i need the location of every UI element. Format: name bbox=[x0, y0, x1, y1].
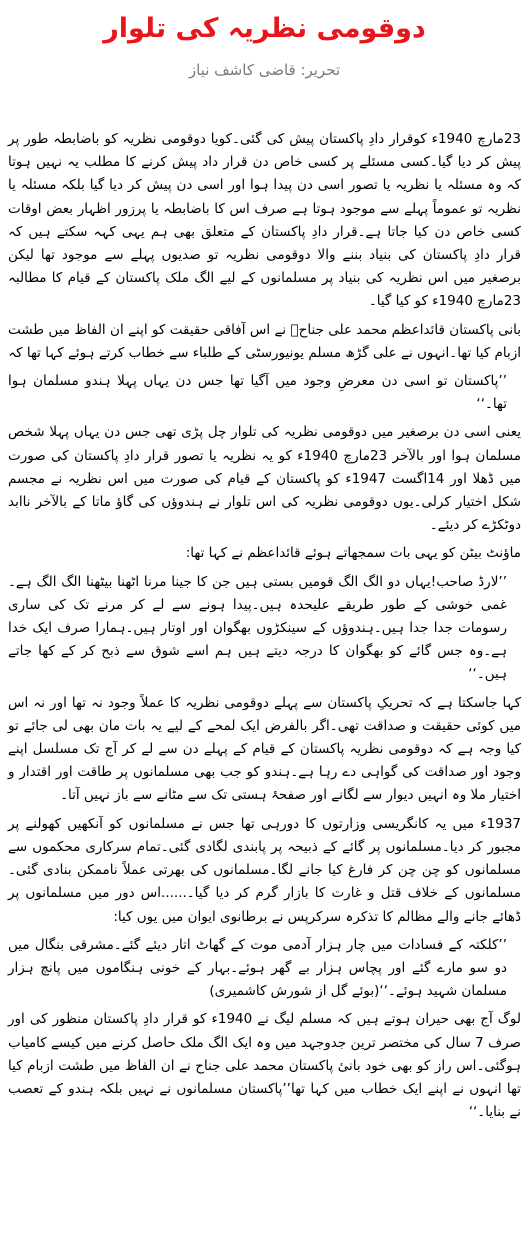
paragraph: کہا جاسکتا ہے کہ تحریکِ پاکستان سے پہلے دوقومی نظریہ کا عملاً وجود نہ تھا اور نہ اس میں کوئی حقیقت و صداقت تھی۔اگر بالفرض ایک لمحے کے لیے یہ بات مان بھی لی جائے تو کیا وجہ ہے کہ دوقومی نظریہ پاکستان کے قیام کے پہلے دن سے لے کر آج تک مسلسل اپنے وجود اور صداقت کی گواہی دے رہا ہے۔ہندو کو جب بھی مسلمانوں پر طاقت اور اقتدار و اختیار ملا وہ انہیں دیوار سے لگانے اور صفحۂ ہستی تک سے مٹانے سے باز نہیں آتا۔ bbox=[8, 694, 521, 804]
article-title: دوقومی نظریہ کی تلوار bbox=[103, 13, 426, 44]
article-body bbox=[8, 128, 521, 1129]
paragraph: یعنی اسی دن برصغیر میں دوقومی نظریہ کی تلوار چل پڑی تھی جس دن یہاں پہلا شخص مسلمان ہوا اور بالآخر 23مارچ 1940ء کو یہ نظریہ یا تصور قرار دادِ پاکستان کی صورت میں ڈھلا اور 14اگست 1947ء کو پاکستان کے قیام کی صورت میں اس نظریہ نے مجسم شکل اختیار کرلی۔یوں دوقومی نظریہ کی اس تلوار نے ہندوؤں کی گاؤ ماتا کے بالآخر ناابد دوٹکڑے کر دیئے۔ bbox=[8, 424, 521, 534]
paragraph: بانی پاکستان قائداعظم محمد علی جناحؒ نے اس آفاقی حقیقت کو اپنے ان الفاظ میں طشت ازبام کیا تھا۔انہوں نے علی گڑھ مسلم یونیورسٹی کے طلباء سے خطاب کرتے ہوئے کہا تھا کہ bbox=[8, 321, 521, 361]
quote-paragraph: ’’کلکتہ کے فسادات میں چار ہزار آدمی موت کے گھاٹ اتار دیئے گئے۔مشرقی بنگال میں دو سو مارے گئے اور پچاس ہزار بے گھر ہوئے۔بہار کے خونی ہنگاموں میں پانچ ہزار مسلمان شہید ہوئے۔‘‘(بوئے گل از شورش کاشمیری) bbox=[8, 936, 507, 1000]
article-author: تحریر: قاضی کاشف نیاز bbox=[188, 61, 341, 79]
quote-paragraph: ’’لارڈ صاحب!یہاں دو الگ الگ قومیں بستی ہیں جن کا جینا مرنا اٹھنا بیٹھنا الگ الگ ہے۔غمی خوشی کے طور طریقے علیحدہ ہیں۔پیدا ہونے سے لے کر مرنے تک کی ساری رسومات جدا جدا ہیں۔ہندوؤں کے سینکڑوں بھگوان اور اوتار ہیں۔ہمارا صرف ایک خدا ہے۔وہ جس گائے کو بھگوان کا درجہ دیتے ہیں ہم اسے شوق سے ذبح کر کے کھا جاتے ہیں۔‘‘ bbox=[8, 573, 507, 683]
paragraph: 23مارچ 1940ء کوقرار دادِ پاکستان پیش کی گئی۔کویا دوقومی نظریہ کو باضابطہ طور پر پیش کر دیا گیا۔کسی مسئلے پر کسی خاص دن قرار داد پیش کرنے کا مطلب یہ نہیں ہوتا کہ وہ مسئلہ یا نظریہ یا تصور اسی دن پیدا ہوا اور اسی دن پیش کر دیا گیا بلکہ مسئلہ یا نظریہ تو عموماً پہلے سے موجود ہوتا ہے صرف اس کا باضابطہ یا پرزور اظہار بعض اوقات کسی خاص دن کیا جاتا ہے۔قرار دادِ پاکستان کے متعلق بھی ہم یہی کہہ سکتے ہیں کہ قرار دادِ پاکستان کی بنیاد بننے والا دوقومی نظریہ تو صدیوں پہلے سے موجود تھا لیکن برصغیر میں اس نظریہ کی بنیاد پر مسلمانوں کے لیے الگ ملک پاکستان کے قیام کا مطالبہ 23مارچ 1940ء کو کیا گیا۔ bbox=[8, 131, 521, 310]
quote-paragraph: ’’پاکستان تو اسی دن معرضِ وجود میں آگیا تھا جس دن یہاں پہلا ہندو مسلمان ہوا تھا۔‘‘ bbox=[8, 373, 507, 413]
paragraph: 1937ء میں یہ کانگریسی وزارتوں کا دورہی تھا جس نے مسلمانوں کو آنکھیں کھولنے پر مجبور کر دیا۔مسلمانوں پر گائے کے ذبیحہ پر پابندی لگادی گئی۔تمام سرکاری محکموں سے مسلمانوں کو چن چن کر فارغ کیا جانے لگا۔مسلمانوں کی بھرتی عملاً ناممکن بنادی گئی۔مسلمانوں کے خلاف قتل و غارت کا بازار گرم کر دیا گیا۔......اس دور میں مسلمانوں پر ڈھائے جانے والے مظالم کا تذکرہ سرکرپس نے برطانوی ایوان میں یوں کیا: bbox=[8, 815, 521, 925]
paragraph: لوگ آج بھی حیران ہوتے ہیں کہ مسلم لیگ نے 1940ء کو قرار دادِ پاکستان منظور کی اور صرف 7 سال کی مختصر ترین جدوجہد میں وہ ایک الگ ملک حاصل کرنے میں کیسے کامیاب ہوگئی۔اس راز کو بھی خود بانیٔ پاکستان محمد علی جناح نے ان الفاظ میں طشت ازبام کیا تھا انہوں نے اپنے ایک خطاب میں کہا تھا’’پاکستان مسلمانوں نے نہیں بلکہ ہندو کے تعصب نے بنایا۔‘‘ bbox=[8, 1011, 521, 1121]
paragraph: ماؤنٹ بیٹن کو یہی بات سمجھاتے ہوئے قائداعظم نے کہا تھا: bbox=[185, 545, 521, 562]
